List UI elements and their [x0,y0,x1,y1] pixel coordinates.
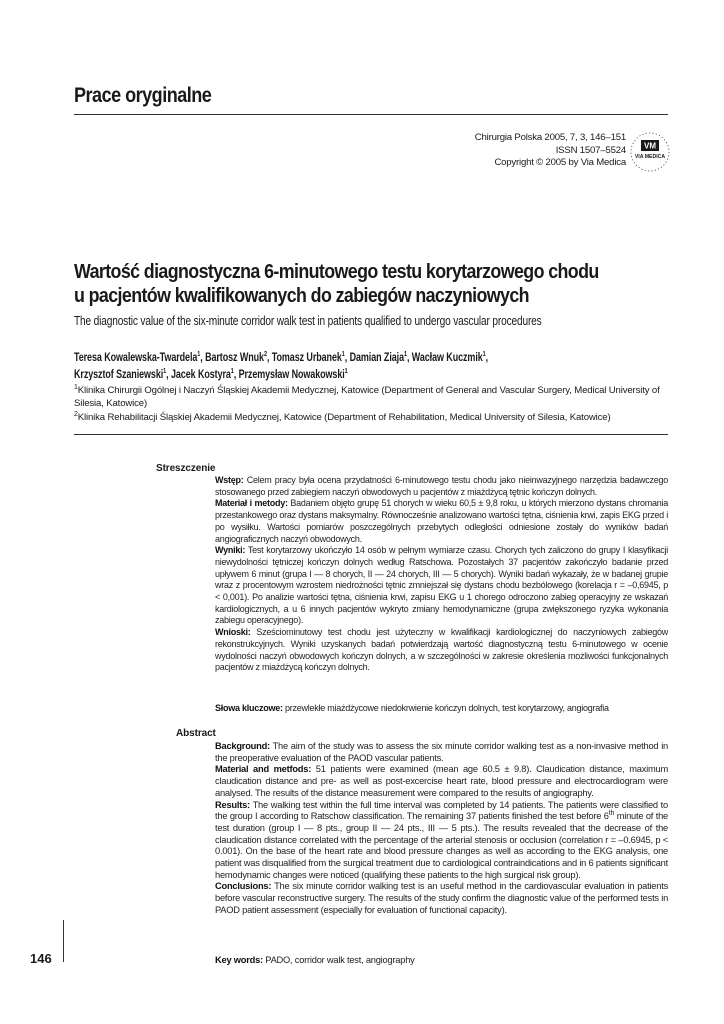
author-affiliation-mark: 1 [197,351,201,359]
author-separator: , [166,369,171,381]
abstract-background: Background: The aim of the study was to assess the six minute corridor walking test as a non-invasive method in the preoperative evaluation of the PAOD vascular patients. [215,741,668,763]
streszczenie-body [215,475,668,674]
authors-line-2 [74,367,620,384]
title-line-2: u pacjentów kwalifikowanych do zabiegów naczyniowych [74,284,529,307]
section-label: Prace oryginalne [74,84,212,107]
abstract-results: Results: The walking test within the full time interval was completed by 14 patients. The patients were classified to the group I according to Ratschow classification. The remaining 37 patients finished the test before 6th minute of the test duration (group I — 8 pts., group II — 24 pts., III — 5 pts.). The results revealed that the decrease of the claudication distance correlated with the percentage of the arterial stenosis or occlusion (correlation r = –0.6945, p < 0.001). On the base of the heart rate and blood pressure changes as well as according to the EKG analysis, one patient was disqualified from the surgical treatment due to cardiological contraindications and in 6 patients significant hemodynamic changes were noticed (qualifying these patients to the high surgical risk group). [215,799,668,880]
logo-text: VIA MEDICA [634,154,666,160]
logo-mark: VM [644,141,656,151]
title-line-1: Wartość diagnostyczna 6-minutowego testu korytarzowego chodu [74,260,599,283]
author-affiliation-mark: 2 [263,351,267,359]
streszczenie-conclusions: Wnioski: Sześciominutowy test chodu jest użyteczny w kwalifikacji kardiologicznej do naczyniowych zabiegów rekonstrukcyjnych. Wyniki uzyskanych badań potwierdzają wartość diagnostyczną testu 6-minutowego w ocenie wydolności naczyń obwodowych kończyn dolnych, a w szczególności w zakresie określenia możliwości funkcjonalnych pacjentów z miażdżycą kończyn dolnych. [215,627,668,673]
author-separator: , [200,352,206,364]
article-title-en: The diagnostic value of the six-minute corridor walk test in patients qualified to undergo vascular procedures [74,313,542,328]
streszczenie-intro: Wstęp: Celem pracy była ocena przydatności 6-minutowego testu chodu jako nieinwazyjnego narzędzia badawczego stosowanego przed zabiegiem naczyń obwodowych u pacjentów z miażdżycą tętnic kończyn dolnych. [215,475,668,497]
journal-citation: Chirurgia Polska 2005, 7, 3, 146–151 [474,132,626,143]
header-divider [74,114,668,115]
abstract-body [215,741,668,917]
page-number-rule [63,920,64,962]
author-affiliation-mark: 1 [230,368,234,376]
article-title-pl [74,260,666,308]
author-name: Bartosz Wnuk [205,352,264,364]
author-affiliation-mark: 1 [403,351,407,359]
author-affiliation-mark: 1 [344,368,348,376]
author-affiliation-mark: 1 [341,351,345,359]
streszczenie-label: Streszczenie [156,463,216,474]
affiliation-1: $^1$Klinika Chirurgii Ogólnej i Naczyń Śląskiej Akademii Medycznej, Katowice (Department of General and Vascular Surgery, Medical University of Silesia, Katowice) [74,383,660,409]
author-name: Tomasz Urbanek [271,352,342,364]
abstract-label: Abstract [176,728,216,739]
author-list [74,350,620,384]
streszczenie-methods: Materiał i metody: Badaniem objęto grupę 51 chorych w wieku 60,5 ± 9,8 roku, u których mierzono dystans chromania przestankowego oraz dystans maksymalny. Równocześnie analizowano wartości tętna, ciśnienia krwi, zapis EKG przed i po wysiłku. Wartości pomiarów poszczególnych przebytych odległości odniesione zostały do wyników badań angiograficznych naczyń obwodowych. [215,498,668,544]
affiliation-2: $^2$Klinika Rehabilitacji Śląskiej Akademii Medycznej, Katowice (Department of Rehabilitation, Medical University of Silesia, Katowice) [74,410,611,423]
authors-line-1 [74,350,620,367]
abstract-conclusions: Conclusions: The six minute corridor walking test is an useful method in the cardiovascular evaluation in patients before vascular reconstructive surgery. The results of the study confirm the diagnostic value of the performed tests in PAOD patient assessment (especially for evaluation of functional capacity). [215,881,669,915]
journal-info [406,132,626,170]
journal-copyright: Copyright © 2005 by Via Medica [494,157,626,168]
author-name: Teresa Kowalewska-Twardela [74,352,198,364]
via-medica-logo [628,130,672,174]
journal-issn: ISSN 1507–5524 [555,144,626,156]
author-separator: , [266,352,272,364]
author-separator: , [233,369,239,381]
author-affiliation-mark: 1 [163,368,167,376]
keywords-en: Key words: PADO, corridor walk test, angiography [215,955,415,965]
page-number: 146 [30,951,52,966]
keywords-pl: Słowa kluczowe: przewlekłe miażdżycowe niedokrwienie kończyn dolnych, test korytarzowy, angiografia [215,703,609,713]
author-name: Jacek Kostyra [170,369,231,381]
streszczenie-results: Wyniki: Test korytarzowy ukończyło 14 osób w pełnym wymiarze czasu. Chorych tych zaliczono do grupy I klasyfikacji niewydolności tętniczej kończyn dolnych według Ratschowa. Pozostałych 37 pacjentów zakończyło badanie przed upływem 6 minut (grupa I — 8 chorych, II — 24 chorych, III — 5 chorych). Wyniki badań wykazały, że w badanej grupie wraz z procentowym wzrostem niedrożności tętnic zmniejszał się dystans chodu bezbólowego (korelacja r = –0,6945, p < 0,001). Po analizie wartości tętna, ciśnienia krwi, zapisu EKG u 1 chorego odroczono zabieg operacyjny ze wskazań kardiologicznych, a u 6 innych pacjentów wykryto zmiany hemodynamiczne (grupa zwiększonego ryzyka wykonania zabiegu operacyjnego). [215,545,668,626]
author-separator: , [406,352,412,364]
abstract-methods: Material and metfods: 51 patients were examined (mean age 60.5 ± 9.8). Claudication distance, maximum claudication distance and pre- as well as post-excercise heart rate, blood pressure and electrocardiogram were analysed. The results of the distance measurement were compared to the results of angiography. [215,764,668,798]
author-separator: , [344,352,350,364]
author-name: Damian Ziaja [349,352,404,364]
author-name: Wacław Kuczmik [411,352,483,364]
author-affiliation-mark: 1 [482,351,486,359]
author-name: Przemysław Nowakowski [238,369,345,381]
author-name: Krzysztof Szaniewski [74,369,164,381]
affiliation-divider [74,434,668,435]
author-separator: , [485,352,489,364]
